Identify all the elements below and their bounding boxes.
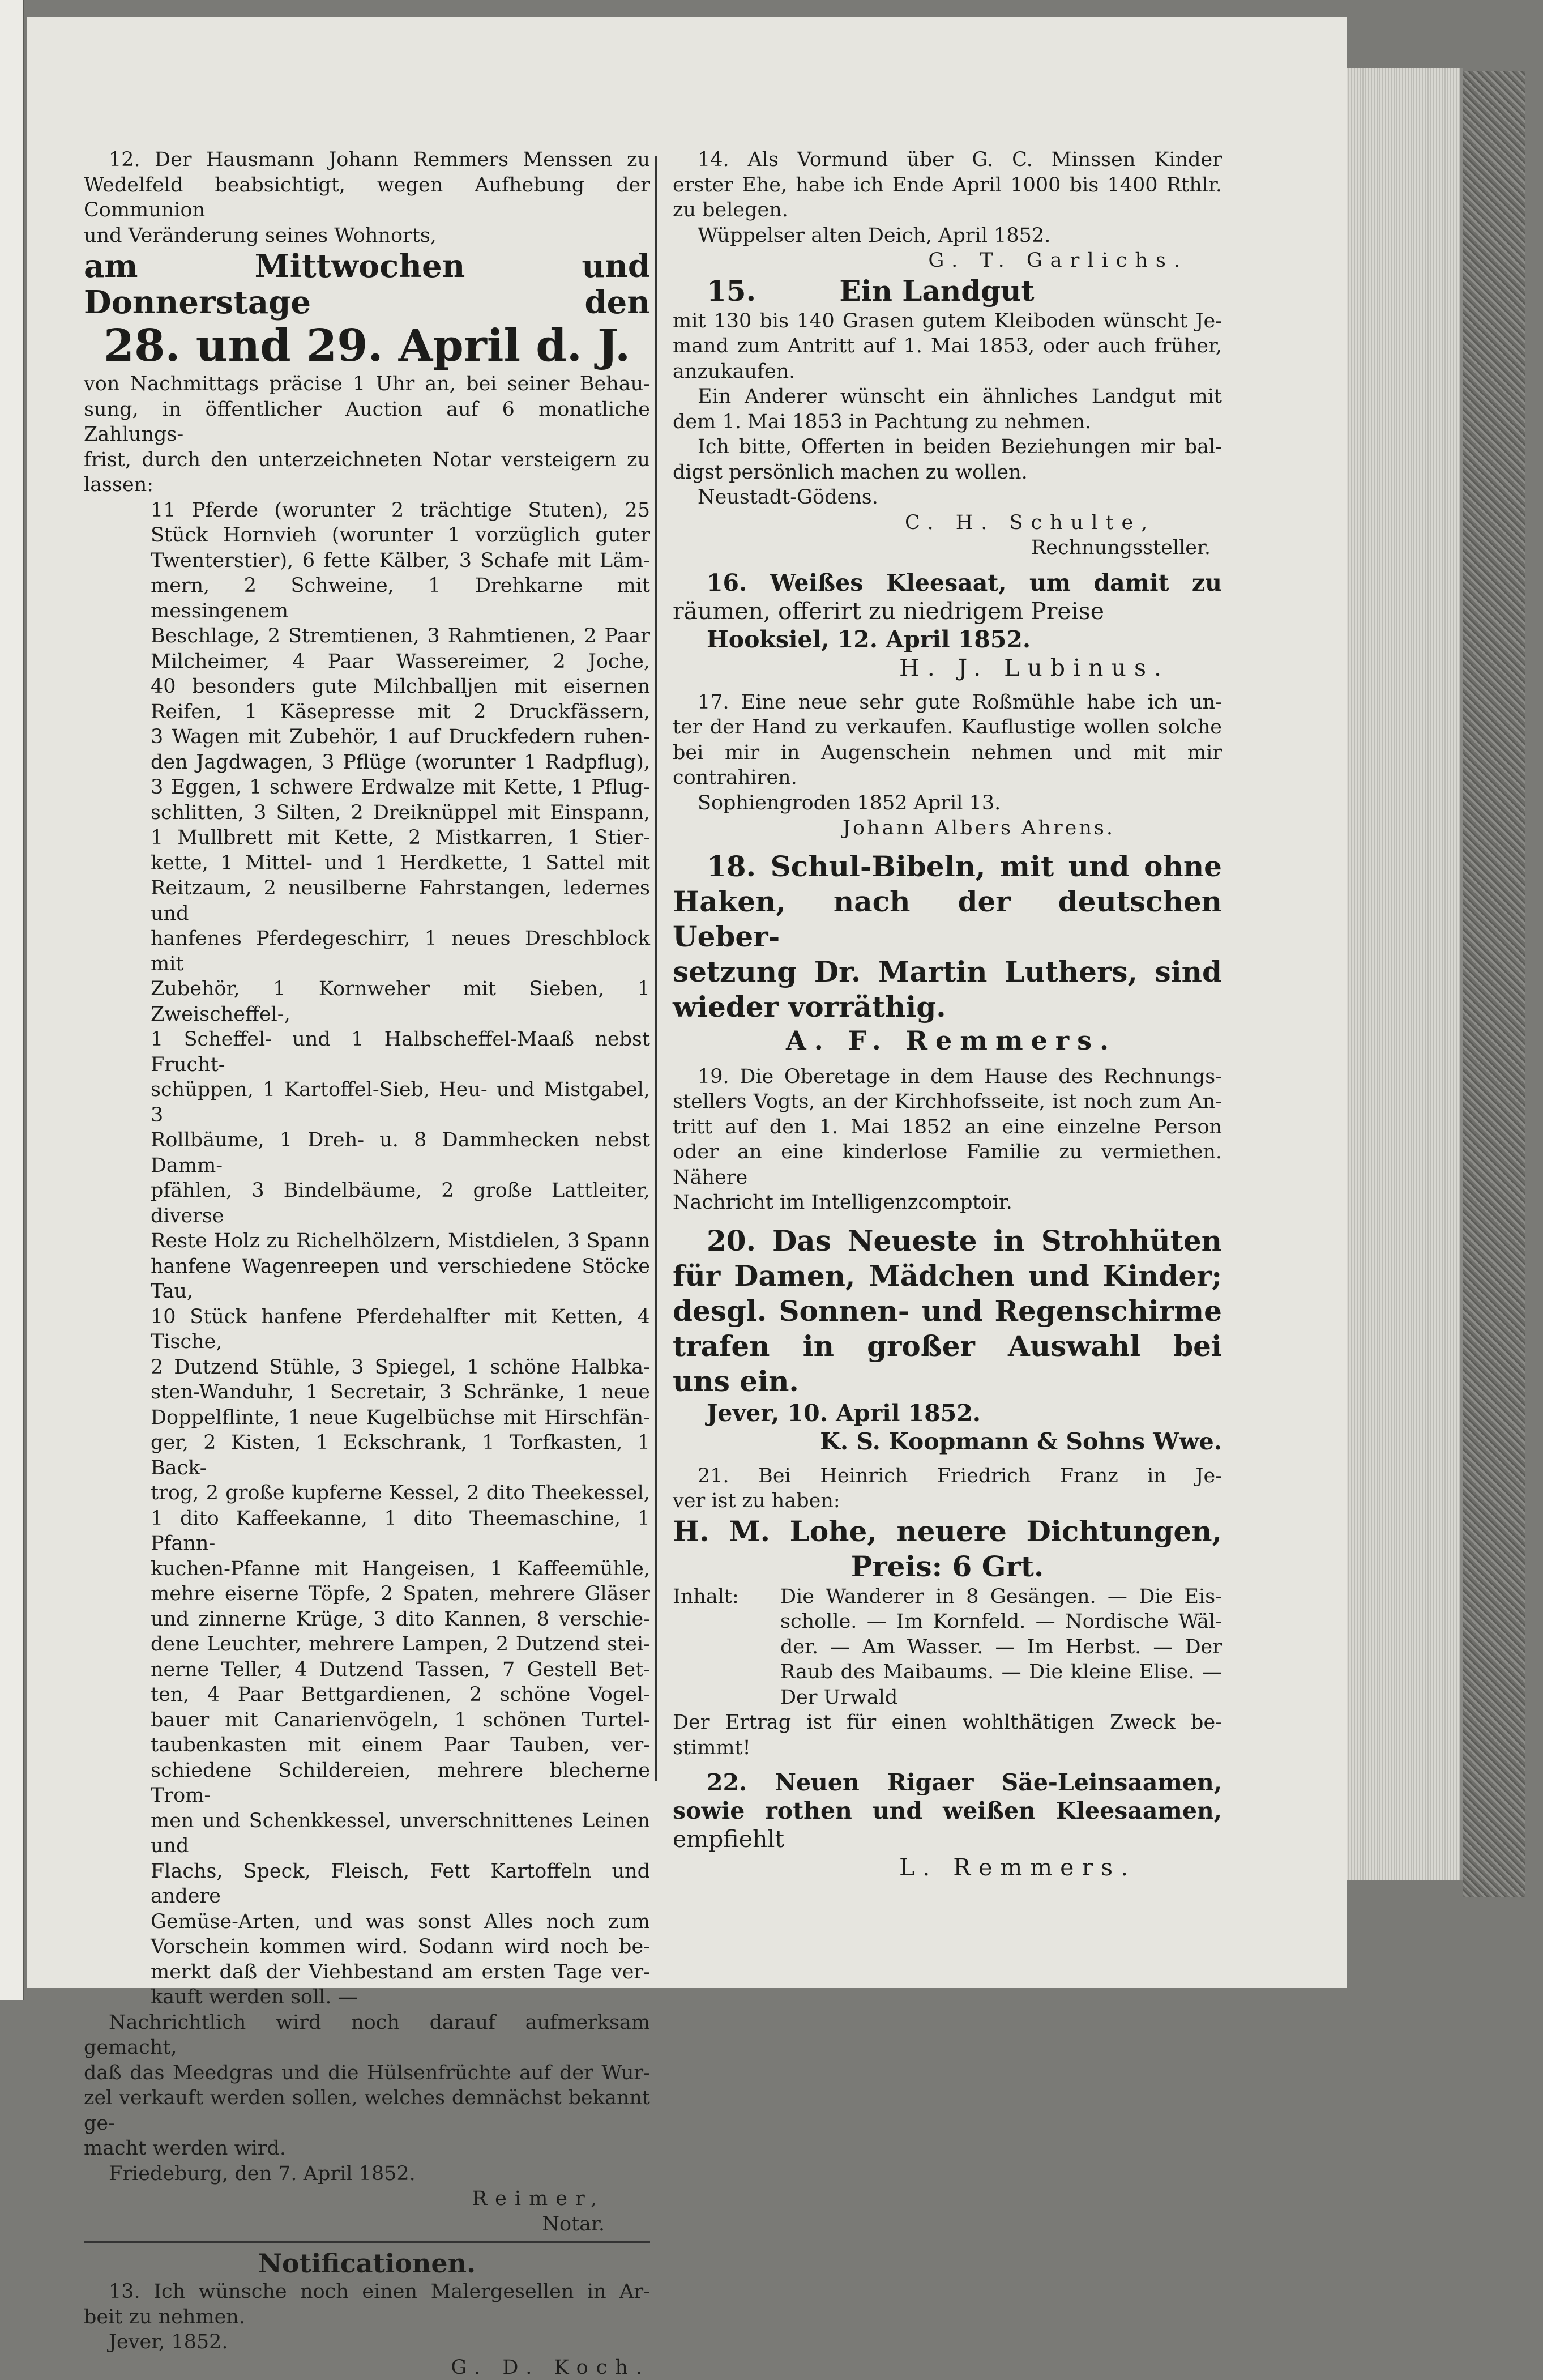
ad12-item-line: taubenkasten mit einem Paar Tauben, ver- — [151, 1733, 650, 1758]
ad12-item-line: sten-Wanduhr, 1 Secretair, 3 Schränke, 1 neue — [151, 1380, 650, 1405]
ad12-item-line: kauft werden soll. — — [151, 1985, 650, 2010]
ad-19 — [673, 1064, 1222, 1215]
ad12-place-date: Friedeburg, den 7. April 1852. — [84, 2161, 650, 2187]
ad-21 — [673, 1464, 1222, 1761]
ad15-place: Neustadt-Gödens. — [673, 485, 1222, 510]
ad12-item-line: schiedene Schildereien, mehrere blecherne Trom- — [151, 1758, 650, 1809]
ad21-book-title: H. M. Lohe, neuere Dichtungen, — [673, 1514, 1222, 1549]
ad12-item-line: und zinnerne Krüge, 3 dito Kannen, 8 verschie- — [151, 1607, 650, 1632]
ad15-line: Ich bitte, Offerten in beiden Beziehungen mir bal- — [673, 434, 1222, 460]
ad12-item-line: hanfenes Pferdegeschirr, 1 neues Dreschblock mit — [151, 926, 650, 976]
ad12-item-line: ger, 2 Kisten, 1 Eckschrank, 1 Torfkasten, 1 Back- — [151, 1430, 650, 1481]
ad13-line: beit zu nehmen. — [84, 2305, 650, 2330]
ad12-item-line: men und Schenkkessel, unverschnittenes Leinen und — [151, 1809, 650, 1859]
ad15-line: Ein Anderer wünscht ein ähnliches Landgut mit — [673, 384, 1222, 410]
ad14-line: erster Ehe, habe ich Ende April 1000 bis 1400 Rthlr. — [673, 173, 1222, 198]
ad12-item-line: schüppen, 1 Kartoffel-Sieb, Heu- und Mistgabel, 3 — [151, 1077, 650, 1128]
ad12-item-line: Beschlage, 2 Stremtienen, 3 Rahmtienen, 2 Paar — [151, 624, 650, 649]
ad12-heading: am Mittwochen und Donnerstage den — [84, 248, 650, 321]
left-column — [84, 147, 650, 2380]
ad21-price: Preis: 6 Grt. — [673, 1549, 1222, 1584]
previous-page-edge — [0, 0, 24, 2000]
ad12-item-line: 2 Dutzend Stühle, 3 Spiegel, 1 schöne Halbka- — [151, 1355, 650, 1380]
ad20-line: 20. Das Neueste in Strohhüten — [673, 1223, 1222, 1259]
ad12-item-line: den Jagdwagen, 3 Pflüge (worunter 1 Radpflug), — [151, 750, 650, 775]
ad13-place-date: Jever, 1852. — [84, 2330, 650, 2355]
ad20-signature: K. S. Koopmann & Sohns Wwe. — [673, 1427, 1222, 1456]
ad12-item-list — [84, 498, 650, 2010]
ad18-line: wieder vorräthig. — [673, 989, 1222, 1025]
ad-13 — [84, 2279, 650, 2380]
ad12-item-line: Rollbäume, 1 Dreh- u. 8 Dammhecken nebst Damm- — [151, 1128, 650, 1178]
ad12-item-line: Reste Holz zu Richelhölzern, Mistdielen, 3 Spann — [151, 1229, 650, 1254]
ad12-item-line: hanfene Wagenreepen und verschiedene Stöcke Tau, — [151, 1254, 650, 1304]
ad14-place-date: Wüppelser alten Deich, April 1852. — [673, 223, 1222, 249]
section-rule — [84, 2241, 650, 2243]
ad12-item-line: 3 Eggen, 1 schwere Erdwalze mit Kette, 1 Pflug- — [151, 775, 650, 800]
ad17-place-date: Sophiengroden 1852 April 13. — [673, 791, 1222, 816]
notificationen-heading: Notificationen. — [84, 2247, 650, 2279]
ad14-signature: G. T. Garlichs. — [673, 248, 1222, 274]
ad12-item-line: Doppelflinte, 1 neue Kugelbüchse mit Hirschfän- — [151, 1405, 650, 1431]
ad18-line: setzung Dr. Martin Luthers, sind — [673, 954, 1222, 989]
ad12-item-line: Flachs, Speck, Fleisch, Fett Kartoffeln und andere — [151, 1859, 650, 1909]
ad21-contents-text: Die Wanderer in 8 Gesängen. — Die Eis-scholle. — Im Kornfeld. — Nordische Wäl-der. — Am Wasser. — Im Herbst. — Der Raub des Maibaums. — Die kleine Elise. — Der Urwald — [780, 1584, 1222, 1711]
ad15-line: dem 1. Mai 1853 in Pachtung zu nehmen. — [673, 410, 1222, 435]
ad15-role: Rechnungssteller. — [673, 535, 1222, 561]
ad12-item-line: dene Leuchter, mehrere Lampen, 2 Dutzend stei- — [151, 1632, 650, 1657]
ad16-line: räumen, offerirt zu niedrigem Preise — [673, 597, 1222, 625]
ad12-item-line: 1 Mullbrett mit Kette, 2 Mistkarren, 1 Stier- — [151, 825, 650, 851]
ad21-contents — [673, 1584, 1222, 1711]
ad-20 — [673, 1223, 1222, 1456]
ad12-item-line: Vorschein kommen wird. Sodann wird noch be- — [151, 1934, 650, 1960]
ad12-item-line: trog, 2 große kupferne Kessel, 2 dito Theekessel, — [151, 1481, 650, 1506]
ad12-item-line: 1 dito Kaffeekanne, 1 dito Theemaschine, 1 Pfann- — [151, 1506, 650, 1556]
ad-17 — [673, 690, 1222, 841]
ad18-line: 18. Schul-Bibeln, mit und ohne — [673, 849, 1222, 884]
ad12-item-line: 40 besonders gute Milchballjen mit eisernen — [151, 674, 650, 700]
ad12-item-line: mehre eiserne Töpfe, 2 Spaten, mehrere Gläser — [151, 1581, 650, 1607]
ad12-item-line: pfählen, 3 Bindelbäume, 2 große Lattleiter, diverse — [151, 1178, 650, 1229]
ad-12 — [84, 147, 650, 2237]
ad20-line: trafen in großer Auswahl bei — [673, 1329, 1222, 1364]
ad14-line: zu belegen. — [673, 198, 1222, 223]
ad12-item-line: nerne Teller, 4 Dutzend Tassen, 7 Gestell Bet- — [151, 1657, 650, 1683]
ad20-line: desgl. Sonnen- und Regenschirme — [673, 1294, 1222, 1329]
ad20-line: für Damen, Mädchen und Kinder; — [673, 1259, 1222, 1294]
ad19-line: oder an eine kinderlose Familie zu vermiethen. Nähere — [673, 1140, 1222, 1190]
ad22-line: empfiehlt — [673, 1825, 1222, 1853]
ad19-line: stellers Vogts, an der Kirchhofsseite, ist noch zum An- — [673, 1089, 1222, 1115]
ad21-note-line: stimmt! — [673, 1735, 1222, 1761]
ad17-line: 17. Eine neue sehr gute Roßmühle habe ich un- — [673, 690, 1222, 715]
book-binding — [1463, 71, 1525, 1897]
ad12-intro-line: und Veränderung seines Wohnorts, — [84, 223, 650, 249]
ad17-signature: Johann Albers Ahrens. — [673, 816, 1222, 841]
ad-22 — [673, 1768, 1222, 1882]
ad18-signature: A. F. Remmers. — [673, 1025, 1222, 1056]
ad12-item-line: schlitten, 3 Silten, 2 Dreiknüppel mit Einspann, — [151, 800, 650, 826]
ad19-line: 19. Die Oberetage in dem Hause des Rechnungs- — [673, 1064, 1222, 1090]
ad-16 — [673, 569, 1222, 682]
ad17-line: ter der Hand zu verkaufen. Kauflustige wollen solche — [673, 715, 1222, 740]
ad12-item-line: mern, 2 Schweine, 1 Drehkarne mit messingenem — [151, 573, 650, 624]
ad12-item-line: kuchen-Pfanne mit Hangeisen, 1 Kaffeemühle, — [151, 1556, 650, 1582]
ad12-note-line: macht werden wird. — [84, 2136, 650, 2161]
ad12-item-line: Zubehör, 1 Kornweher mit Sieben, 1 Zweischeffel-, — [151, 976, 650, 1027]
ad12-item-line: bauer mit Canarienvögeln, 1 schönen Turtel- — [151, 1708, 650, 1733]
ad-14 — [673, 147, 1222, 274]
ad13-line: 13. Ich wünsche noch einen Malergesellen in Ar- — [84, 2279, 650, 2305]
column-divider — [655, 156, 657, 1781]
ad14-line: 14. Als Vormund über G. C. Minssen Kinder — [673, 147, 1222, 173]
ad12-role: Notar. — [84, 2212, 650, 2237]
ad-18 — [673, 849, 1222, 1056]
ad12-body-line: lassen: — [84, 472, 650, 498]
ad12-signature: Reimer, — [84, 2186, 650, 2212]
ad12-note-line: Nachrichtlich wird noch darauf aufmerksam gemacht, — [84, 2010, 650, 2061]
ad12-item-line: Reitzaum, 2 neusilberne Fahrstangen, ledernes und — [151, 876, 650, 926]
ad12-item-line: 10 Stück hanfene Pferdehalfter mit Ketten, 4 Tische, — [151, 1304, 650, 1355]
ad12-item-line: kette, 1 Mittel- und 1 Herdkette, 1 Sattel mit — [151, 851, 650, 876]
ad17-line: bei mir in Augenschein nehmen und mit mir contrahiren. — [673, 740, 1222, 791]
ad15-signature: C. H. Schulte, — [673, 510, 1222, 536]
ad22-line: 22. Neuen Rigaer Säe-Leinsaamen, — [673, 1768, 1222, 1797]
ad15-line: mit 130 bis 140 Grasen gutem Kleiboden wünscht Je- — [673, 309, 1222, 334]
ad22-signature: L. Remmers. — [673, 1853, 1222, 1882]
ad19-line: Nachricht im Intelligenzcomptoir. — [673, 1190, 1222, 1215]
ad21-line: ver ist zu haben: — [673, 1488, 1222, 1514]
ad12-item-line: Stück Hornvieh (worunter 1 vorzüglich guter — [151, 523, 650, 548]
ad15-line: anzukaufen. — [673, 359, 1222, 385]
page-stack-edge — [1347, 68, 1463, 1880]
ad21-line: 21. Bei Heinrich Friedrich Franz in Je- — [673, 1464, 1222, 1489]
ad21-note-line: Der Ertrag ist für einen wohlthätigen Zweck be- — [673, 1710, 1222, 1735]
ad21-contents-label: Inhalt: — [673, 1584, 780, 1711]
ad12-item-line: Reifen, 1 Käsepresse mit 2 Druckfässern, — [151, 700, 650, 725]
ad12-note-line: zel verkauft werden sollen, welches demnächst bekannt ge- — [84, 2085, 650, 2136]
ad12-item-line: 11 Pferde (worunter 2 trächtige Stuten), 25 — [151, 498, 650, 523]
ad12-item-line: Twenterstier), 6 fette Kälber, 3 Schafe mit Läm- — [151, 548, 650, 574]
right-column — [673, 147, 1222, 1882]
ad15-line: digst persönlich machen zu wollen. — [673, 460, 1222, 485]
ad15-line: mand zum Antritt auf 1. Mai 1853, oder auch früher, — [673, 334, 1222, 359]
ad12-date-heading: 28. und 29. April d. J. — [84, 321, 650, 372]
ad12-item-line: Gemüse-Arten, und was sonst Alles noch zum — [151, 1909, 650, 1935]
ad12-item-line: ten, 4 Paar Bettgardienen, 2 schöne Vogel- — [151, 1682, 650, 1708]
ad12-intro-line: Wedelfeld beabsichtigt, wegen Aufhebung der Communion — [84, 173, 650, 223]
ad18-line: Haken, nach der deutschen Ueber- — [673, 884, 1222, 954]
ad15-number: 15. — [707, 274, 756, 308]
ad12-body-line: frist, durch den unterzeichneten Notar versteigern zu — [84, 447, 650, 473]
ad20-line: uns ein. — [673, 1364, 1222, 1399]
ad12-body-line: von Nachmittags präcise 1 Uhr an, bei seiner Behau- — [84, 372, 650, 397]
ad16-place-date: Hooksiel, 12. April 1852. — [673, 625, 1222, 654]
ad22-line: sowie rothen und weißen Kleesaamen, — [673, 1797, 1222, 1825]
ad12-item-line: merkt daß der Viehbestand am ersten Tage ver- — [151, 1960, 650, 1985]
ad12-intro-line: 12. Der Hausmann Johann Remmers Menssen zu — [84, 147, 650, 173]
ad13-signature: G. D. Koch. — [84, 2355, 650, 2380]
ad20-place-date: Jever, 10. April 1852. — [673, 1399, 1222, 1427]
ad15-title: Ein Landgut — [766, 274, 1034, 308]
ad16-signature: H. J. Lubinus. — [673, 654, 1222, 682]
ad12-item-line: 3 Wagen mit Zubehör, 1 auf Druckfedern ruhen- — [151, 724, 650, 750]
ad16-line: 16. Weißes Kleesaat, um damit zu — [673, 569, 1222, 597]
ad12-body-line: sung, in öffentlicher Auction auf 6 monatliche Zahlungs- — [84, 397, 650, 447]
ad12-note-line: daß das Meedgras und die Hülsenfrüchte auf der Wur- — [84, 2061, 650, 2086]
ad12-item-line: 1 Scheffel- und 1 Halbscheffel-Maaß nebst Frucht- — [151, 1027, 650, 1077]
ad19-line: tritt auf den 1. Mai 1852 an eine einzelne Person — [673, 1115, 1222, 1140]
ad-15 — [673, 274, 1222, 561]
ad12-item-line: Milcheimer, 4 Paar Wassereimer, 2 Joche, — [151, 649, 650, 675]
